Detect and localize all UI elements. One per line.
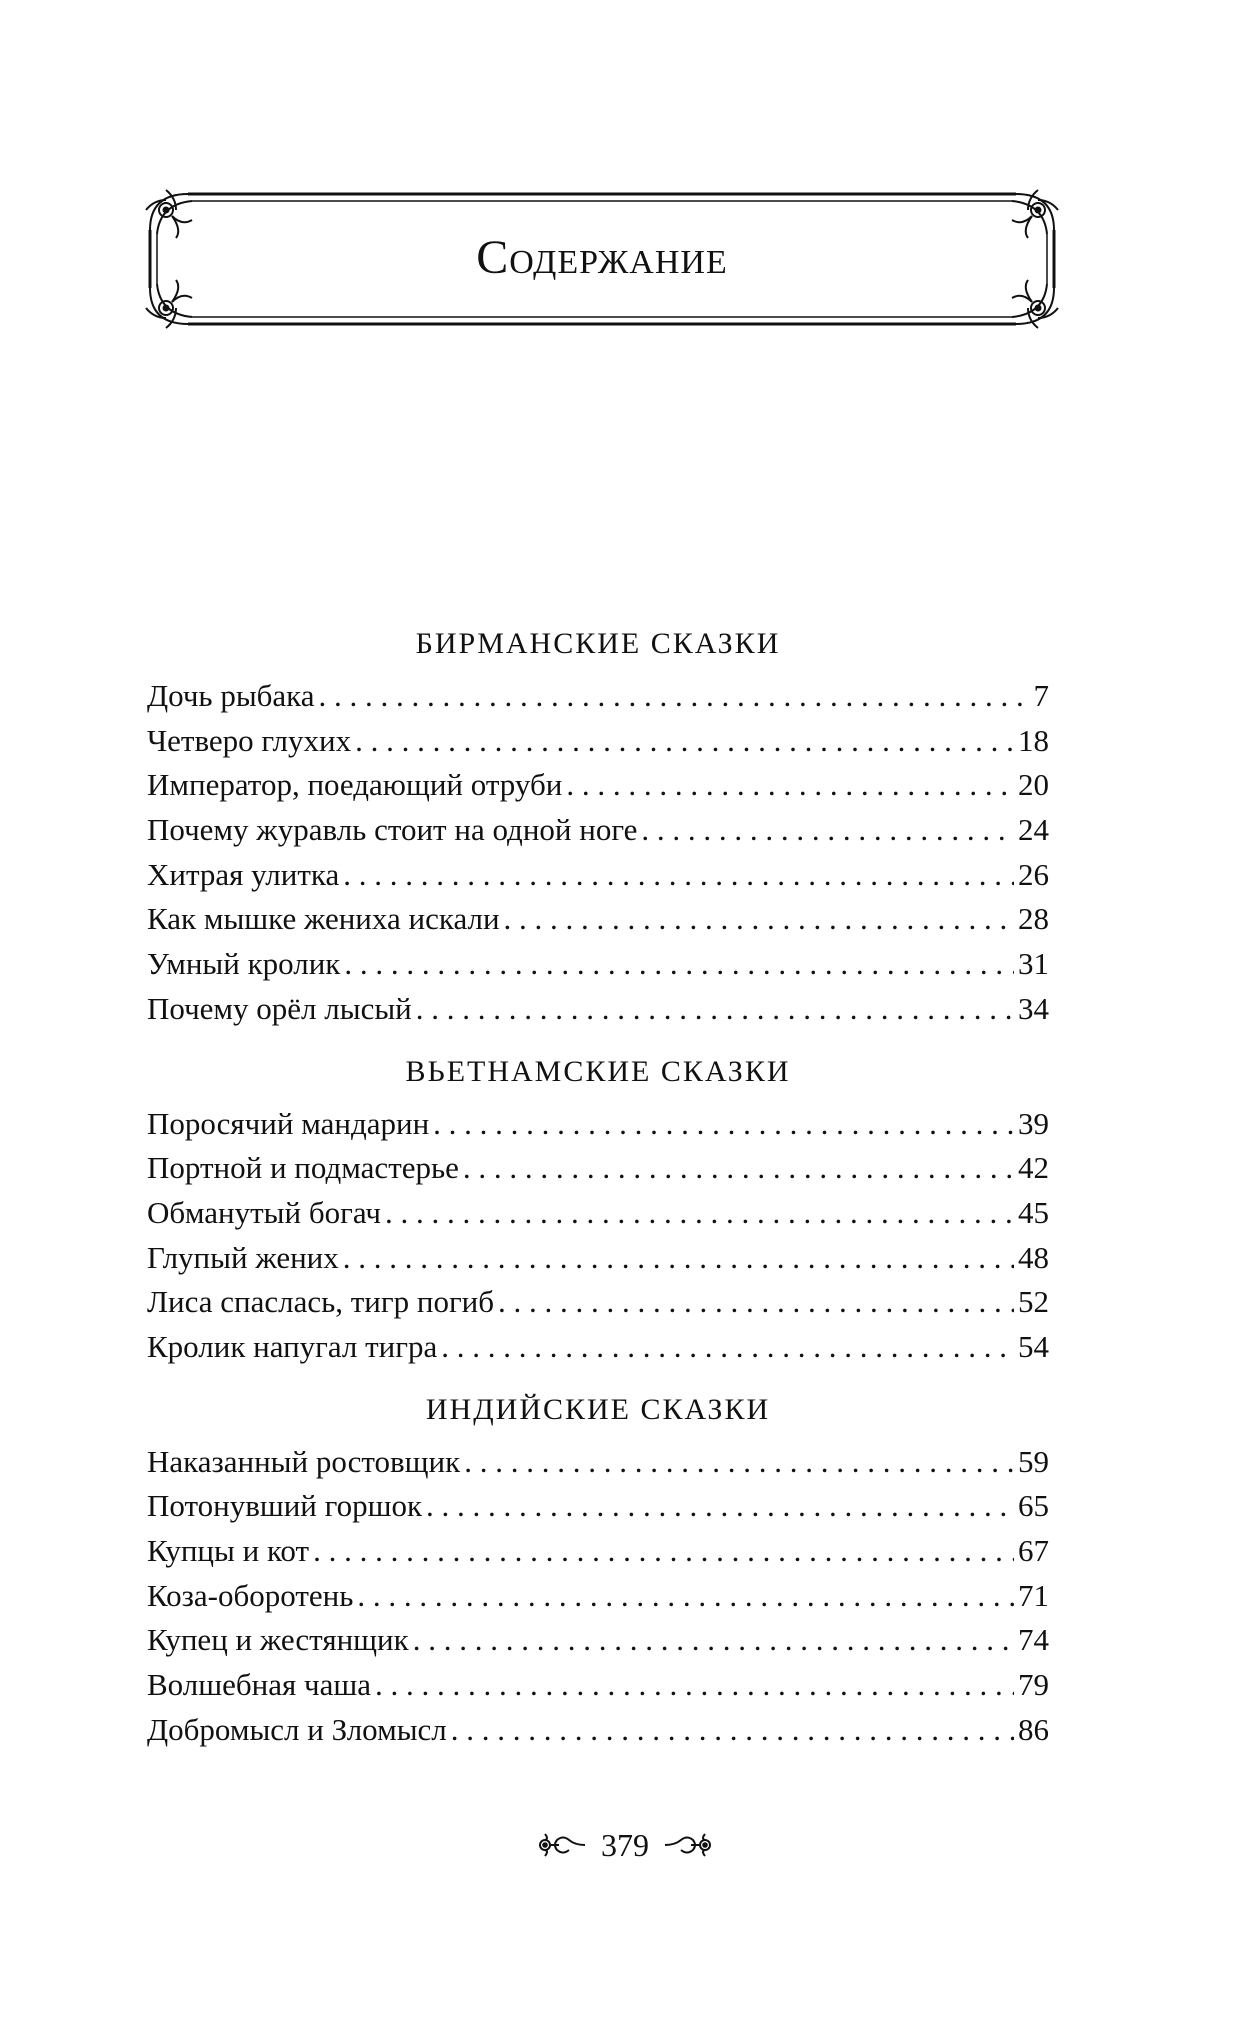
section-heading: ВЬЕТНАМСКИЕ СКАЗКИ (405, 1054, 791, 1088)
toc-entry[interactable] (147, 674, 1049, 719)
toc-entry-page: 45 (1018, 1194, 1049, 1230)
dot-leader (426, 1484, 1014, 1529)
toc-entry-title: Дочь рыбака (147, 678, 315, 713)
toc-entry-page: 86 (1018, 1711, 1049, 1747)
toc-entry-title: Лиса спаслась, тигр погиб (147, 1284, 495, 1320)
toc-section (147, 1048, 1049, 1370)
toc-entry-page: 26 (1018, 856, 1049, 892)
dot-leader (566, 763, 1014, 808)
toc-section (147, 1386, 1049, 1753)
toc-entry[interactable] (147, 1191, 1049, 1236)
toc-entry-title: Почему орёл лысый (147, 990, 412, 1026)
dot-leader (416, 987, 1014, 1032)
toc-entry-page: 42 (1018, 1150, 1049, 1186)
toc-entry[interactable] (147, 1574, 1049, 1619)
toc-entry-page: 7 (1033, 678, 1049, 713)
dot-leader (464, 1440, 1014, 1485)
table-of-contents (147, 620, 1049, 1752)
dot-leader (433, 1102, 1014, 1147)
toc-entry[interactable] (147, 897, 1049, 942)
dot-leader (319, 674, 1030, 719)
dot-leader (375, 1663, 1014, 1708)
toc-entry-title: Коза-оборотень (147, 1577, 354, 1613)
toc-entry-page: 74 (1018, 1622, 1049, 1658)
dot-leader (463, 1146, 1014, 1191)
dot-leader (441, 1325, 1014, 1370)
toc-entry-page: 31 (1018, 946, 1049, 982)
toc-entry[interactable] (147, 808, 1049, 853)
dot-leader (313, 1529, 1014, 1574)
toc-entry-title: Волшебная чаша (147, 1667, 371, 1703)
dot-leader (385, 1191, 1014, 1236)
toc-entry-title: Обманутый богач (147, 1194, 381, 1230)
toc-entry-page: 20 (1018, 767, 1049, 803)
toc-entry[interactable] (147, 1529, 1049, 1574)
toc-entry-title: Хитрая улитка (147, 856, 340, 892)
dot-leader (344, 942, 1014, 987)
title-frame (142, 186, 1062, 332)
toc-entry[interactable] (147, 942, 1049, 987)
toc-entry-page: 71 (1018, 1577, 1049, 1613)
section-heading: ИНДИЙСКИЕ СКАЗКИ (425, 1392, 771, 1426)
toc-entry-page: 52 (1018, 1284, 1049, 1320)
flourish-left-icon (535, 1830, 587, 1860)
toc-entry-page: 48 (1018, 1239, 1049, 1275)
toc-entry-page: 65 (1018, 1488, 1049, 1524)
toc-entry-title: Кролик напугал тигра (147, 1328, 438, 1364)
dot-leader (498, 1280, 1014, 1325)
toc-entry[interactable] (147, 1663, 1049, 1708)
toc-entry-title: Наказанный ростовщик (147, 1443, 461, 1479)
page-footer (0, 1825, 1250, 1865)
toc-entry-page: 54 (1018, 1328, 1049, 1364)
toc-entry[interactable] (147, 1440, 1049, 1485)
toc-entry-page: 34 (1018, 990, 1049, 1026)
toc-entry[interactable] (147, 1618, 1049, 1663)
toc-entry[interactable] (147, 1484, 1049, 1529)
dot-leader (357, 1574, 1014, 1619)
toc-entry[interactable] (147, 1236, 1049, 1281)
toc-entry-page: 67 (1018, 1533, 1049, 1568)
toc-entry[interactable] (147, 1325, 1049, 1370)
toc-entry-title: Почему журавль стоит на одной ноге (147, 812, 638, 848)
toc-entry-title: Потонувший горшок (147, 1488, 423, 1524)
dot-leader (343, 1236, 1014, 1281)
toc-entry[interactable] (147, 763, 1049, 808)
toc-entry-title: Император, поедающий отруби (147, 767, 563, 803)
toc-entry-title: Купцы и кот (147, 1533, 310, 1568)
toc-entry-page: 79 (1018, 1667, 1049, 1703)
toc-entry-title: Поросячий мандарин (147, 1105, 430, 1141)
dot-leader (343, 853, 1014, 898)
toc-entry-title: Добромысл и Зломысл (147, 1711, 447, 1747)
toc-entry-page: 24 (1018, 812, 1049, 848)
toc-entry[interactable] (147, 1146, 1049, 1191)
toc-entry-title: Умный кролик (147, 946, 341, 982)
toc-entry-page: 39 (1018, 1105, 1049, 1141)
toc-entry-title: Глупый жених (147, 1239, 339, 1275)
toc-entry-title: Как мышке жениха искали (147, 901, 500, 937)
dot-leader (504, 897, 1014, 942)
dot-leader (451, 1708, 1014, 1753)
toc-entry-page: 59 (1018, 1443, 1049, 1479)
toc-entry-page: 28 (1018, 901, 1049, 937)
toc-entry[interactable] (147, 987, 1049, 1032)
toc-section (147, 620, 1049, 1032)
dot-leader (355, 719, 1014, 764)
page-title: Содержание (476, 231, 728, 284)
toc-entry-title: Портной и подмастерье (147, 1150, 459, 1186)
dot-leader (413, 1618, 1014, 1663)
dot-leader (641, 808, 1014, 853)
toc-entry[interactable] (147, 1280, 1049, 1325)
toc-entry-page: 18 (1018, 722, 1049, 758)
toc-entry[interactable] (147, 1102, 1049, 1147)
toc-entry[interactable] (147, 719, 1049, 764)
toc-entry[interactable] (147, 853, 1049, 898)
flourish-right-icon (663, 1830, 715, 1860)
page-number: 379 (601, 1827, 649, 1863)
toc-entry-title: Купец и жестянщик (147, 1622, 409, 1658)
toc-entry-title: Четверо глухих (147, 722, 352, 758)
section-heading: БИРМАНСКИЕ СКАЗКИ (415, 627, 781, 660)
toc-entry[interactable] (147, 1708, 1049, 1753)
